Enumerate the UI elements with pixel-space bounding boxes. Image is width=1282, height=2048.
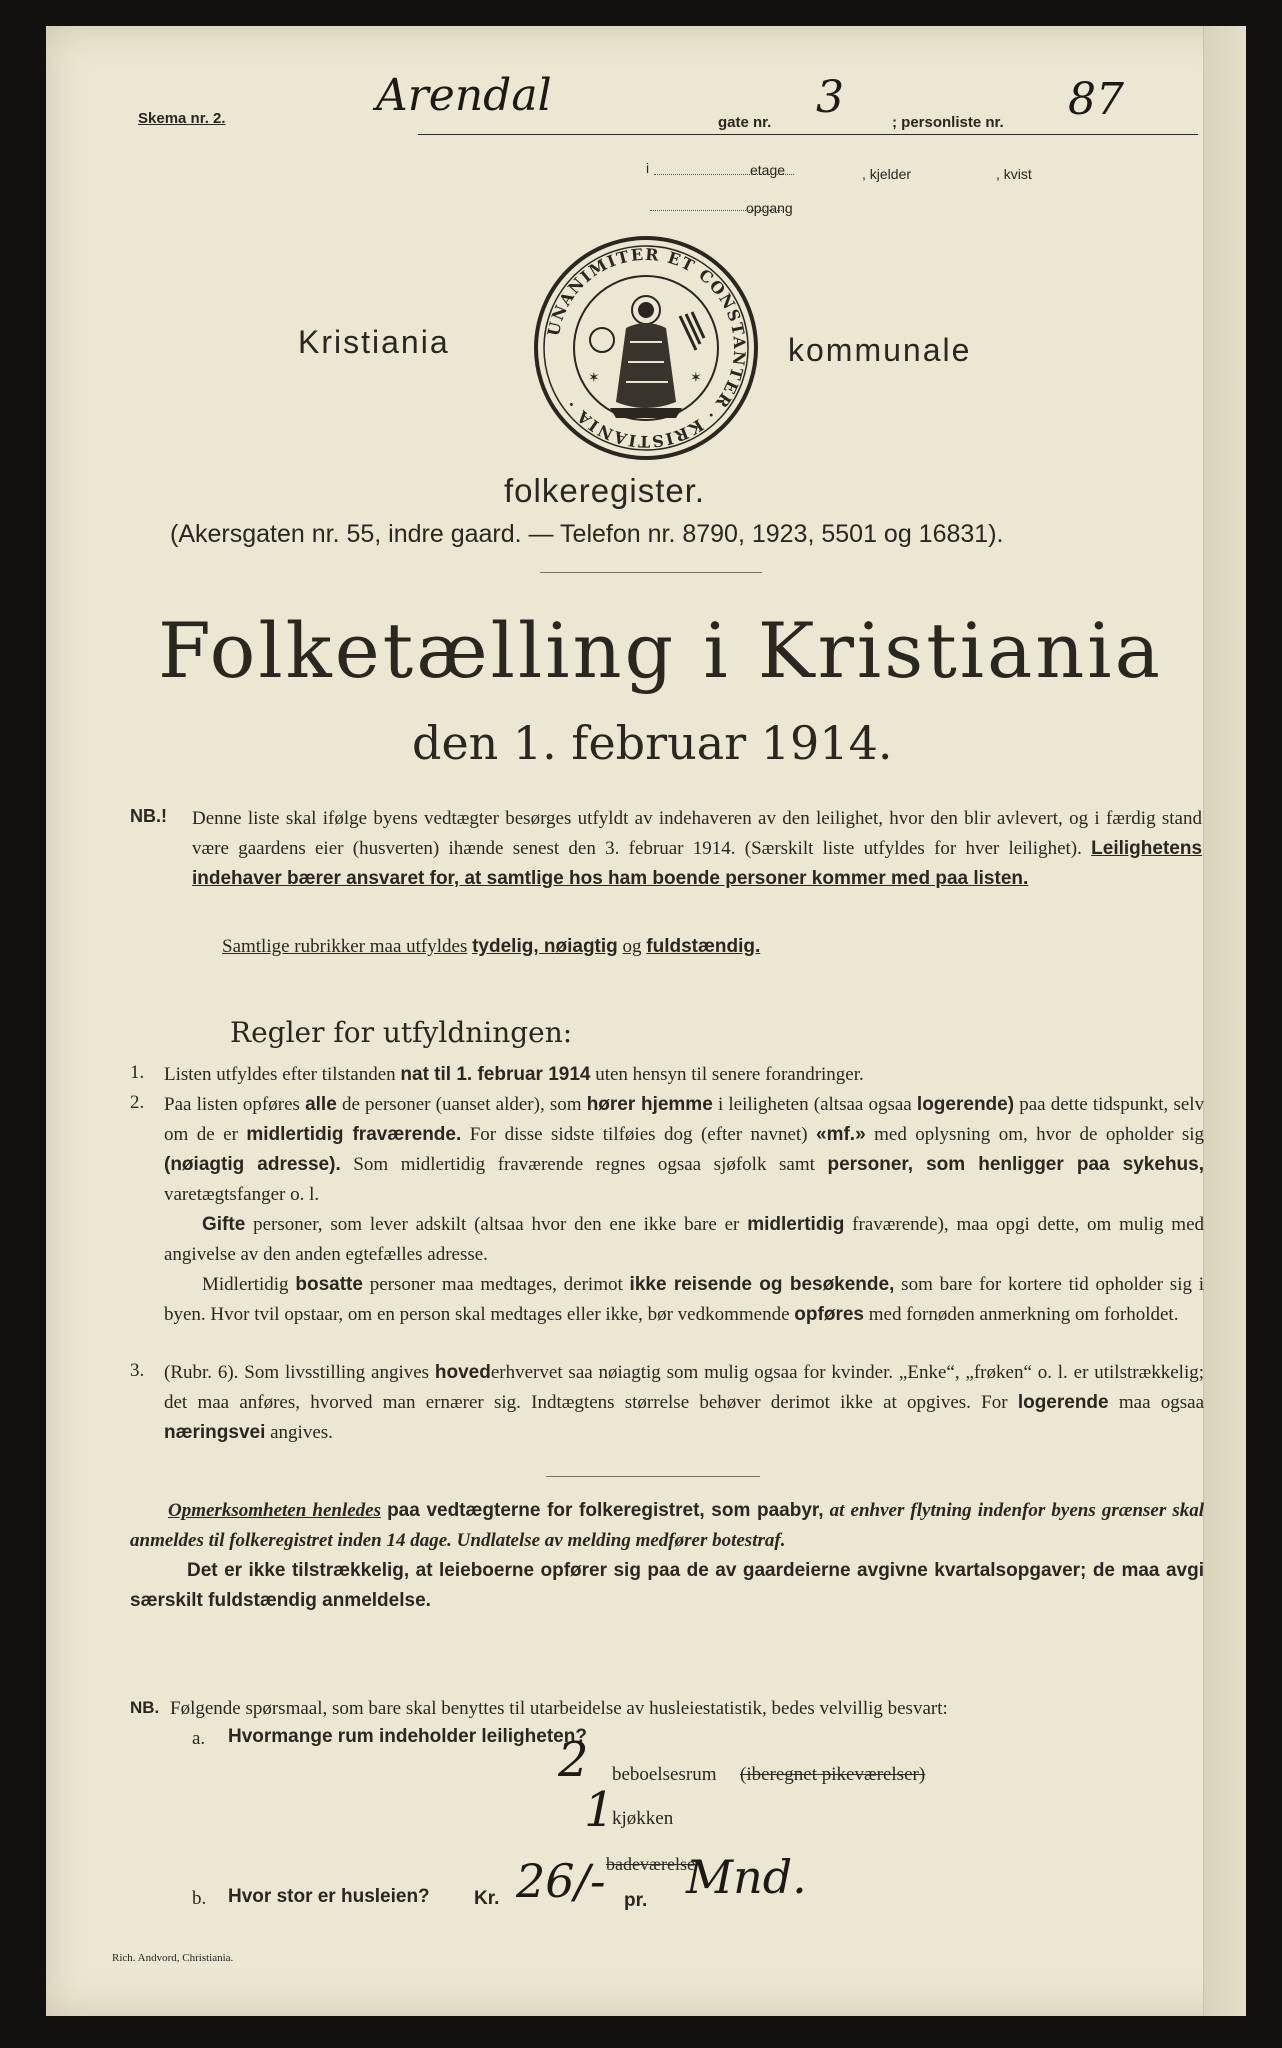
rule2-s: fraværende), maa opgi dette, om mulig med angivelse av den anden egtefælles adresse. — [164, 1214, 1205, 1265]
rule2-v: personer maa medtages, derimot — [369, 1274, 623, 1295]
rule2-g: paa dette tidspunkt, selv om de er — [164, 1094, 1205, 1145]
notice-paragraph — [130, 1496, 1204, 1616]
notice-c: at enhver flytning indenfor byens grænser skal anmeldes til folkeregistret inden 14 dage. Undlatelse av melding medfører botestraf. — [130, 1500, 1205, 1551]
rule3-e: maa ogsaa — [1118, 1392, 1205, 1413]
nb1-paragraph — [192, 804, 1202, 894]
kristiania-seal-icon — [530, 232, 762, 464]
rule2-y: opføres — [794, 1304, 864, 1325]
rule2-t: Midlertidig — [202, 1274, 289, 1295]
rule2-number: 2. — [130, 1092, 145, 1113]
rule2-z: med fornøden anmerkning om forholdet. — [868, 1304, 1179, 1325]
census-form-sheet — [46, 26, 1246, 2016]
svg-text:UNANIMITER ET CONSTANTER · KRI: UNANIMITER ET CONSTANTER · KRISTIANIA · — [543, 244, 750, 452]
notice-b: paa vedtægterne for folkeregistret, som paabyr, — [387, 1500, 824, 1521]
printer-credit: Rich. Andvord, Christiania. — [112, 1952, 234, 1964]
rule2-u: bosatte — [295, 1274, 363, 1295]
period-handwritten: Mnd. — [686, 1850, 807, 1904]
personliste-number-handwritten: 87 — [1068, 74, 1124, 125]
personliste-label: ; personliste nr. — [892, 114, 1004, 131]
etage-label: etage — [750, 162, 786, 178]
rule2-p: Gifte — [202, 1214, 246, 1235]
rule3-number: 3. — [130, 1360, 145, 1381]
bath-struck: badeværelse — [606, 1854, 695, 1874]
nb2-label: NB. — [130, 1698, 160, 1717]
rule2-d: hører hjemme — [586, 1094, 713, 1115]
kr-label: Kr. — [474, 1888, 500, 1909]
page-fold-edge — [1203, 26, 1246, 2016]
gate-label: gate nr. — [718, 114, 772, 131]
rule2-k: med oplysning om, hvor de opholder sig — [874, 1124, 1205, 1145]
rule2-b: alle — [305, 1094, 337, 1115]
rule3-c: erhvervet saa nøiagtig som mulig ogsaa for kvinder. „Enke“, „frøken“ o. l. er utilstrækkelig; det maa anføres, hvorved man ernærer sig. Indtægtens størrelse behøver derimot ikke at opgives. For — [164, 1362, 1205, 1413]
nb1-line2-a: Samtlige rubrikker maa utfyldes — [222, 936, 468, 957]
nb1-line2-d: fuldstændig. — [646, 936, 761, 957]
rule2-w: ikke reisende og besøkende, — [629, 1274, 895, 1295]
gate-number-handwritten: 3 — [816, 72, 844, 123]
rule3-g: angives. — [270, 1422, 333, 1443]
rule2 — [164, 1090, 1204, 1330]
rule2-j: «mf.» — [816, 1124, 866, 1145]
rooms-struck-note: (iberegnet pikeværelser) — [740, 1764, 926, 1785]
rule3-f: næringsvei — [164, 1422, 266, 1443]
rule2-o: varetægtsfanger o. l. — [164, 1184, 320, 1205]
kitchen-handwritten: 1 — [584, 1782, 615, 1838]
folkeregister-label: folkeregister. — [504, 472, 706, 509]
nb1-text: Denne liste skal ifølge byens vedtægter besørges utfyldt av indehaveren av den leilighet, hvor den blir avlevert, og i færdig stand være gaardens eier (husverten) ihænde senest den 3. februar 1914. (Særskilt liste utfyldes for hver leilighet). — [192, 808, 1202, 859]
sub-title: den 1. februar 1914. — [412, 716, 893, 770]
rule3-d: logerende — [1017, 1392, 1109, 1413]
qa-label: a. — [192, 1728, 206, 1749]
rules-heading: Regler for utfyldningen: — [230, 1016, 573, 1049]
rule2-c: de personer (uanset alder), som — [341, 1094, 582, 1115]
rule3-a: (Rubr. 6). Som livsstilling angives — [164, 1362, 430, 1383]
address-underline — [418, 134, 1198, 135]
rule2-q: personer, som lever adskilt (altsaa hvor den ene ikke bare er — [253, 1214, 740, 1235]
rule3 — [164, 1358, 1204, 1448]
i-label: i — [646, 160, 650, 176]
nb2-text: Følgende spørsmaal, som bare skal benyttes til utarbeidelse av husleiestatistik, bedes velvillig besvart: — [170, 1698, 948, 1719]
kvist-label: , kvist — [996, 166, 1032, 182]
notice-a: Opmerksomheten henledes — [168, 1500, 381, 1521]
rule1-text-a: Listen utfyldes efter tilstanden — [164, 1064, 396, 1085]
notice-d: Det er ikke tilstrækkelig, at leieboerne opfører sig paa de av gaardeierne avgivne kvartalsopgaver; de maa avgi særskilt fuldstændig anmeldelse. — [130, 1560, 1204, 1611]
svg-text:✶: ✶ — [588, 371, 600, 386]
divider-1 — [540, 572, 762, 573]
rooms-handwritten: 2 — [558, 1732, 589, 1788]
opgang-label: opgang — [746, 200, 793, 216]
kjelder-label: , kjelder — [862, 166, 912, 182]
office-address: (Akersgaten nr. 55, indre gaard. — Telefon nr. 8790, 1923, 5501 og 16831). — [170, 520, 1004, 548]
rule1-text-b: nat til 1. februar 1914 — [400, 1064, 591, 1085]
rule1 — [164, 1060, 1204, 1090]
pr-label: pr. — [624, 1890, 648, 1911]
skema-number: Skema nr. 2. — [138, 110, 226, 127]
divider-2 — [546, 1476, 760, 1477]
rule2-f: logerende) — [916, 1094, 1015, 1115]
rule2-x: som bare for kortere tid opholder sig i byen. Hvor tvil opstaar, om en person skal medtages eller ikke, bør vedkommende — [164, 1274, 1205, 1325]
kitchen-label: kjøkken — [612, 1808, 674, 1829]
rule2-e: i leiligheten (altsaa ogsaa — [717, 1094, 912, 1115]
nb1-line2 — [222, 936, 760, 958]
qb-text: Hvor stor er husleien? — [228, 1886, 430, 1907]
main-title: Folketælling i Kristiania — [158, 606, 1163, 695]
kristiania-label: Kristiania — [298, 324, 450, 360]
qb-label: b. — [192, 1888, 207, 1909]
rule1-text-c: uten hensyn til senere forandringer. — [595, 1064, 864, 1085]
nb1-line2-b: tydelig, nøiagtig — [472, 936, 618, 957]
rule2-n: personer, som henligger paa sykehus, — [827, 1154, 1205, 1175]
qa-text: Hvormange rum indeholder leiligheten? — [228, 1726, 587, 1747]
rule2-l: (nøiagtig adresse). — [164, 1154, 341, 1175]
rent-handwritten: 26/- — [516, 1854, 606, 1908]
rule1-number: 1. — [130, 1062, 145, 1083]
nb1-line2-c: og — [622, 936, 642, 957]
rule2-i: For disse sidste tilføies dog (efter navnet) — [469, 1124, 808, 1145]
rooms-label: beboelsesrum — [612, 1764, 717, 1785]
nb1-label: NB.! — [130, 806, 167, 826]
rule2-m: Som midlertidig fraværende regnes ogsaa sjøfolk samt — [353, 1154, 815, 1175]
rule2-a: Paa listen opføres — [164, 1094, 300, 1115]
nb1-bold-text: Leilighetens indehaver bærer ansvaret for, at samtlige hos ham boende personer kommer med paa listen. — [192, 838, 1203, 889]
rule3-b: hoved — [434, 1362, 491, 1383]
svg-text:✶: ✶ — [690, 371, 702, 386]
rule2-h: midlertidig fraværende. — [246, 1124, 462, 1145]
rule2-r: midlertidig — [747, 1214, 845, 1235]
kommunale-label: kommunale — [788, 332, 972, 368]
street-name-handwritten: Arendal — [376, 70, 552, 121]
